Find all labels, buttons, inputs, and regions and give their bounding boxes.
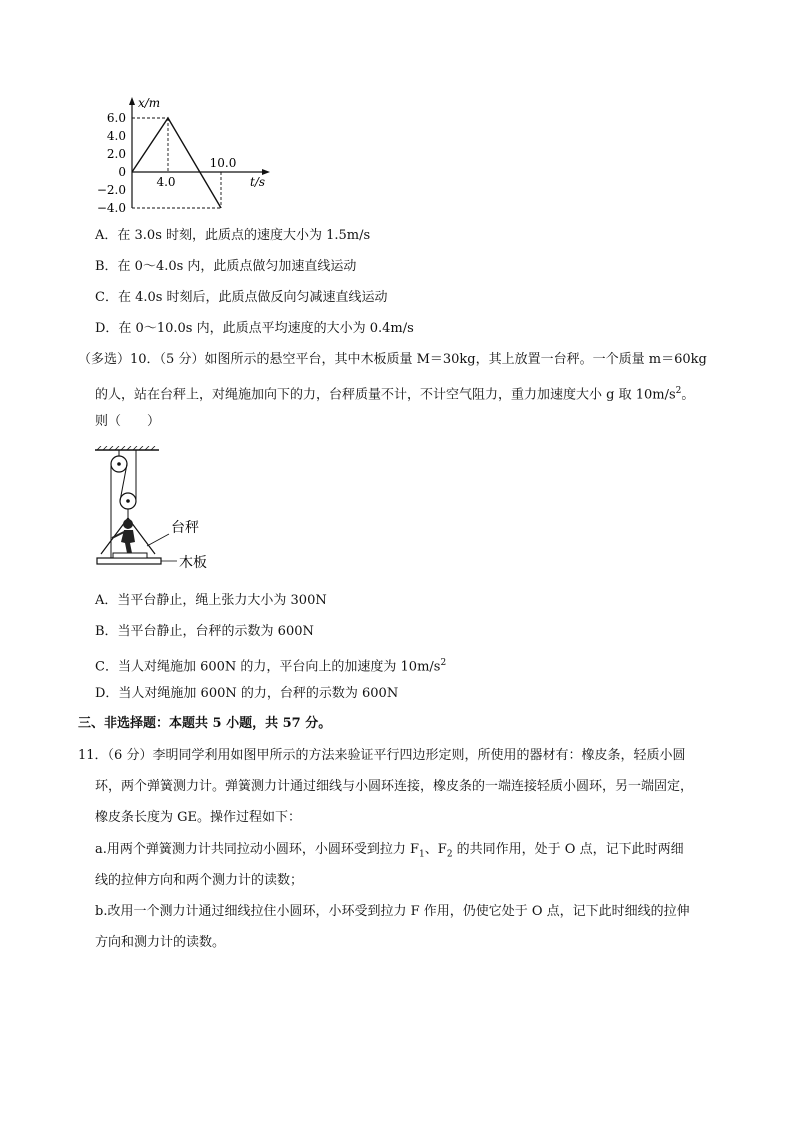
y-tick: 6.0 [106, 111, 126, 125]
scale-leader [147, 534, 169, 546]
y-label: x/m [138, 96, 161, 110]
q11-stem-line3: 橡皮条长度为 GE。操作过程如下： [95, 810, 302, 825]
section-3-heading: 三、非选择题：本题共 5 小题，共 57 分。 [78, 716, 332, 731]
q11-stem-line1: 11．（6 分）李明同学利用如图甲所示的方法来验证平行四边形定则，所使用的器材有：橡皮条，轻质小圆 [78, 748, 686, 763]
platform-figure [93, 446, 253, 578]
scale [113, 553, 147, 558]
y-tick: 2.0 [106, 147, 126, 161]
q9-option-b: B．在 0～4.0s 内，此质点做匀加速直线运动 [95, 259, 357, 274]
q9-option-c: C．在 4.0s 时刻后，此质点做反向匀减速直线运动 [95, 290, 388, 305]
q10-option-b: B．当平台静止，台秤的示数为 600N [95, 624, 314, 639]
y-axis-arrow [129, 97, 135, 105]
q9-option-a: A．在 3.0s 时刻，此质点的速度大小为 1.5m/s [95, 228, 371, 243]
q10-option-c-exponent: 2 [440, 658, 447, 668]
q10-option-c [95, 654, 446, 676]
y-tick: 0 [118, 165, 126, 179]
person-head [123, 519, 133, 529]
q10-option-a: A．当平台静止，绳上张力大小为 300N [95, 593, 327, 608]
q11-step-a-post: 的共同作用，处于 O 点，记下此时两细 [452, 842, 684, 857]
label-scale: 台秤 [171, 520, 199, 536]
q10-stem-line3: 则（ ） [95, 414, 161, 429]
q11-stem-line2: 环，两个弹簧测力计。弹簧测力计通过细线与小圆环连接，橡皮条的一端连接轻质小圆环，另一端固定， [95, 779, 694, 794]
x-label: t/s [250, 175, 266, 189]
q11-step-a-mid: 、F [424, 842, 447, 857]
q10-stem-line2-main: 的人，站在台秤上，对绳施加向下的力，台秤质量不计，不计空气阻力，重力加速度大小 g 取 10m/s [95, 387, 676, 403]
q10-option-c-text: C．当人对绳施加 600N 的力，平台向上的加速度为 10m/s [95, 659, 441, 675]
q10-option-d: D．当人对绳施加 600N 的力，台秤的示数为 600N [95, 686, 399, 701]
q11-step-a-line2: 线的拉伸方向和两个测力计的读数； [95, 873, 304, 888]
q10-stem-line2 [95, 382, 694, 404]
q9-option-d: D．在 0～10.0s 内，此质点平均速度的大小为 0.4m/s [95, 321, 414, 336]
xt-graph [92, 94, 278, 218]
q11-subscript: 1 [419, 849, 425, 860]
label-board: 木板 [179, 555, 207, 571]
q11-subscript: 2 [446, 849, 453, 860]
y-tick: −4.0 [96, 201, 126, 215]
q11-step-b-line1: b.改用一个测力计通过细线拉住小圆环，小环受到拉力 F 作用，仍使它处于 O 点，记下此时细线的拉伸 [95, 904, 690, 919]
q10-stem-line1: （多选）10．（5 分）如图所示的悬空平台，其中木板质量 M＝30kg，其上放置一台秤。一个质量 m＝60kg [78, 352, 707, 367]
y-tick: −2.0 [96, 183, 126, 197]
q11-step-b-line2: 方向和测力计的读数。 [95, 935, 226, 950]
q11-step-a-pre: a.用两个弹簧测力计共同拉动小圆环，小圆环受到拉力 F [95, 842, 420, 857]
x-tick: 4.0 [156, 175, 176, 189]
q11-step-a-line1 [95, 841, 684, 864]
x-tick: 10.0 [209, 156, 237, 170]
fixed-pulley-axle [117, 462, 121, 466]
y-tick: 4.0 [106, 129, 126, 143]
q10-stem-exponent: 2 [675, 386, 682, 396]
wood-board [97, 558, 161, 564]
movable-pulley-axle [126, 499, 130, 503]
person-arm [112, 532, 124, 538]
q10-stem-line2-end: 。 [681, 387, 695, 403]
rope [120, 464, 127, 501]
xt-line [132, 118, 221, 208]
